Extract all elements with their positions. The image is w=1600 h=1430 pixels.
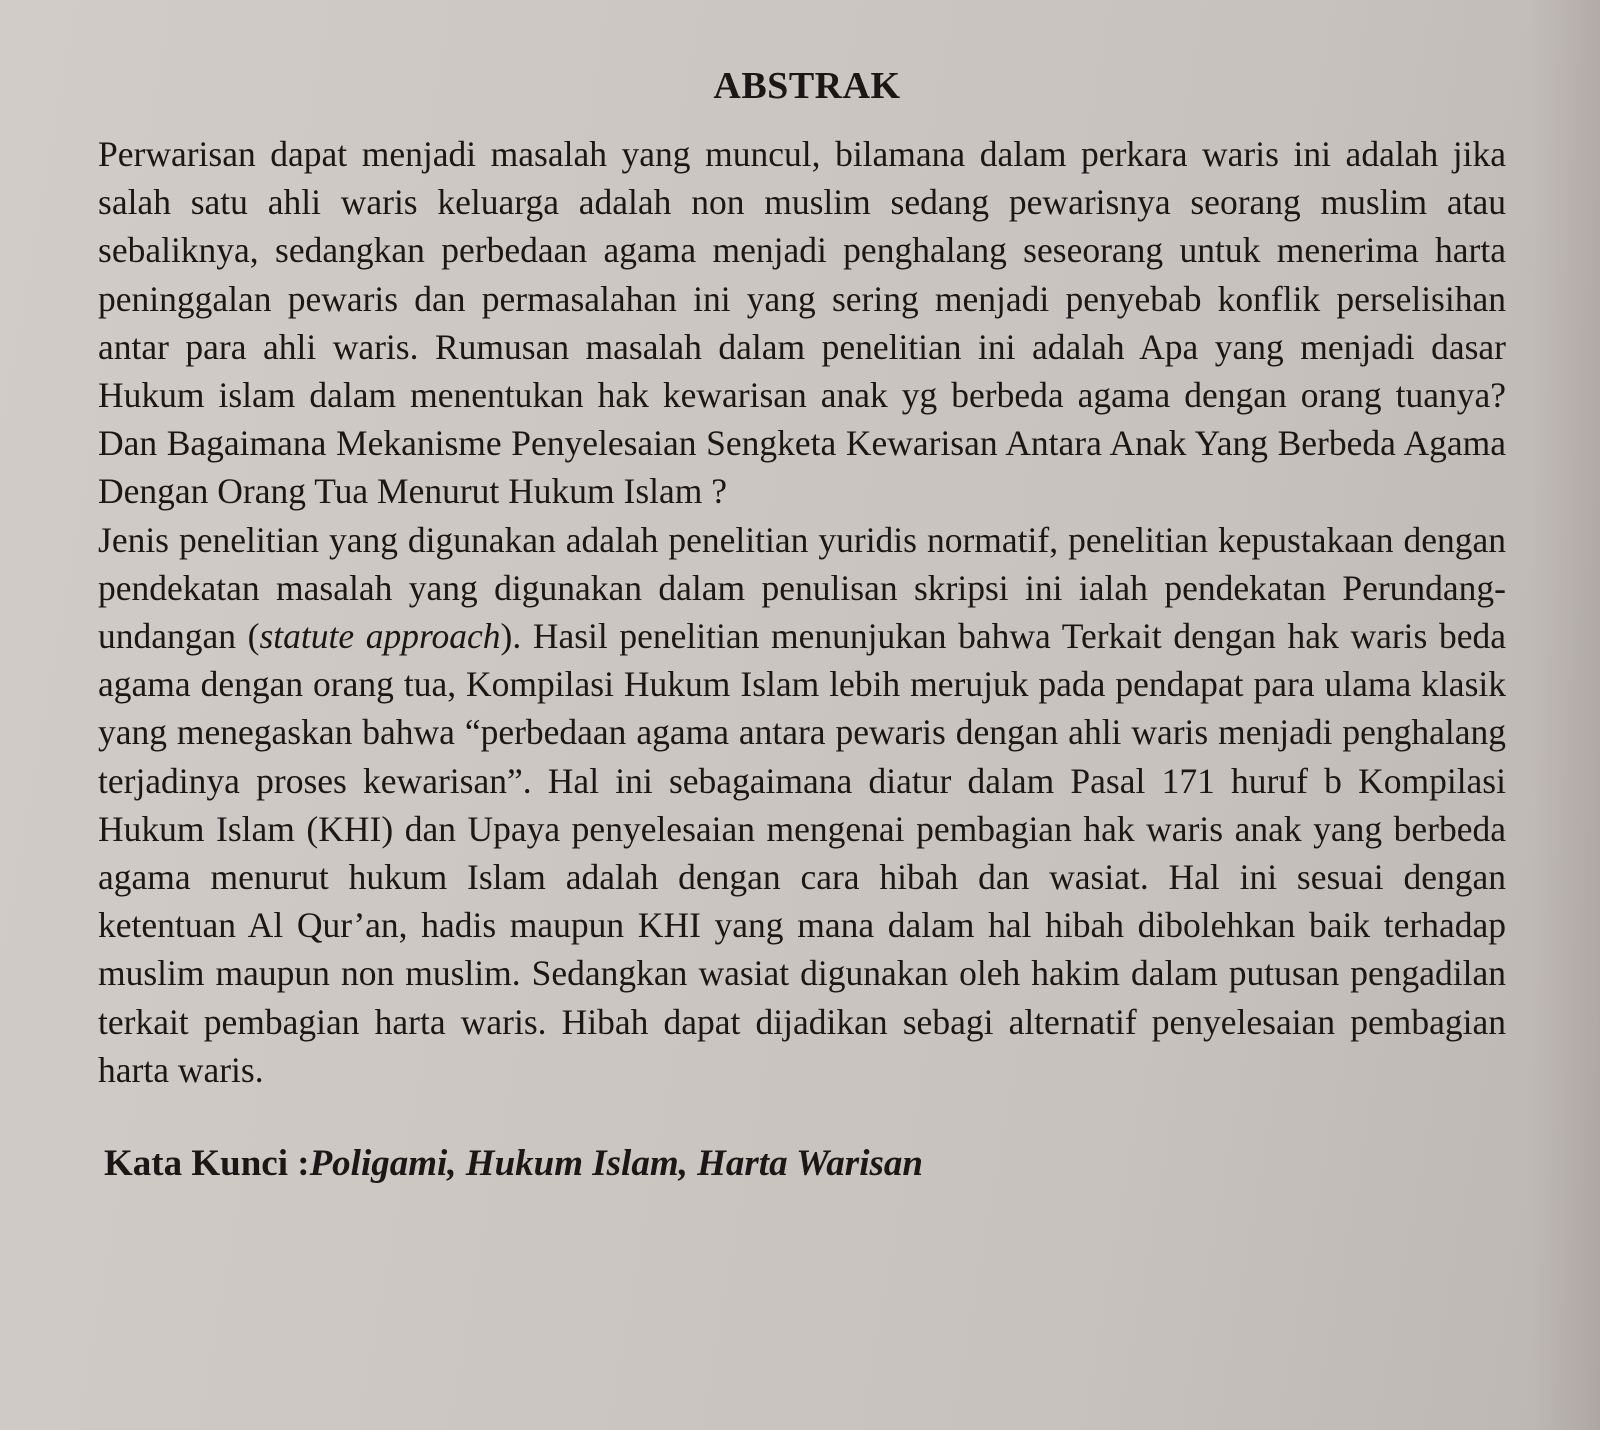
abstract-paragraph-1: Perwarisan dapat menjadi masalah yang muncul, bilamana dalam perkara waris ini adalah jika salah satu ahli waris keluarga adalah non muslim sedang pewarisnya seorang muslim atau sebaliknya, sedangkan perbedaan agama menjadi penghalang seseorang untuk menerima harta peninggalan pewaris dan permasalahan ini yang sering menjadi penyebab konflik perselisihan antar para ahli waris. Rumusan masalah dalam penelitian ini adalah Apa yang menjadi dasar Hukum islam dalam menentukan hak kewarisan anak yg berbeda agama dengan orang tuanya? Dan Bagaimana Mekanisme Penyelesaian Sengketa Kewarisan Antara Anak Yang Berbeda Agama Dengan Orang Tua Menurut Hukum Islam ? <box>98 134 1506 512</box>
keywords-label: Kata Kunci : <box>104 1143 310 1185</box>
abstract-paragraph-2 <box>98 516 1506 1094</box>
abstract-title: ABSTRAK <box>713 65 901 107</box>
paragraph-2-text-end: ). Hasil penelitian menunjukan bahwa Terkait dengan hak waris beda agama dengan orang tua, Kompilasi Hukum Islam lebih merujuk pada pendapat para ulama klasik yang menegaskan bahwa “perbedaan agama antara pewaris dengan ahli waris menjadi penghalang terjadinya proses kewarisan”. Hal ini sebagaimana diatur dalam Pasal 171 huruf b Kompilasi Hukum Islam (KHI) dan Upaya penyelesaian mengenai pembagian hak waris anak yang berbeda agama menurut hukum Islam adalah dengan cara hibah dan wasiat. Hal ini sesuai dengan ketentuan Al Qur’an, hadis maupun KHI yang mana dalam hal hibah dibolehkan baik terhadap muslim maupun non muslim. Sedangkan wasiat digunakan oleh hakim dalam putusan pengadilan terkait pembagian harta waris. Hibah dapat dijadikan sebagi alternatif penyelesaian pembagian harta waris. <box>98 616 1506 1090</box>
paragraph-2-italic-term: statute approach <box>259 616 501 657</box>
abstract-body <box>98 130 1506 1094</box>
paragraph-2-text-start: Jenis penelitian yang digunakan adalah penelitian yuridis normatif, penelitian kepustakaan dengan pendekatan masalah yang digunakan dalam penulisan skripsi ini ialah pendekatan Perundang-undangan ( <box>98 519 1506 657</box>
keywords-line <box>98 1140 1506 1188</box>
keywords-values: Poligami, Hukum Islam, Harta Warisan <box>309 1143 923 1185</box>
